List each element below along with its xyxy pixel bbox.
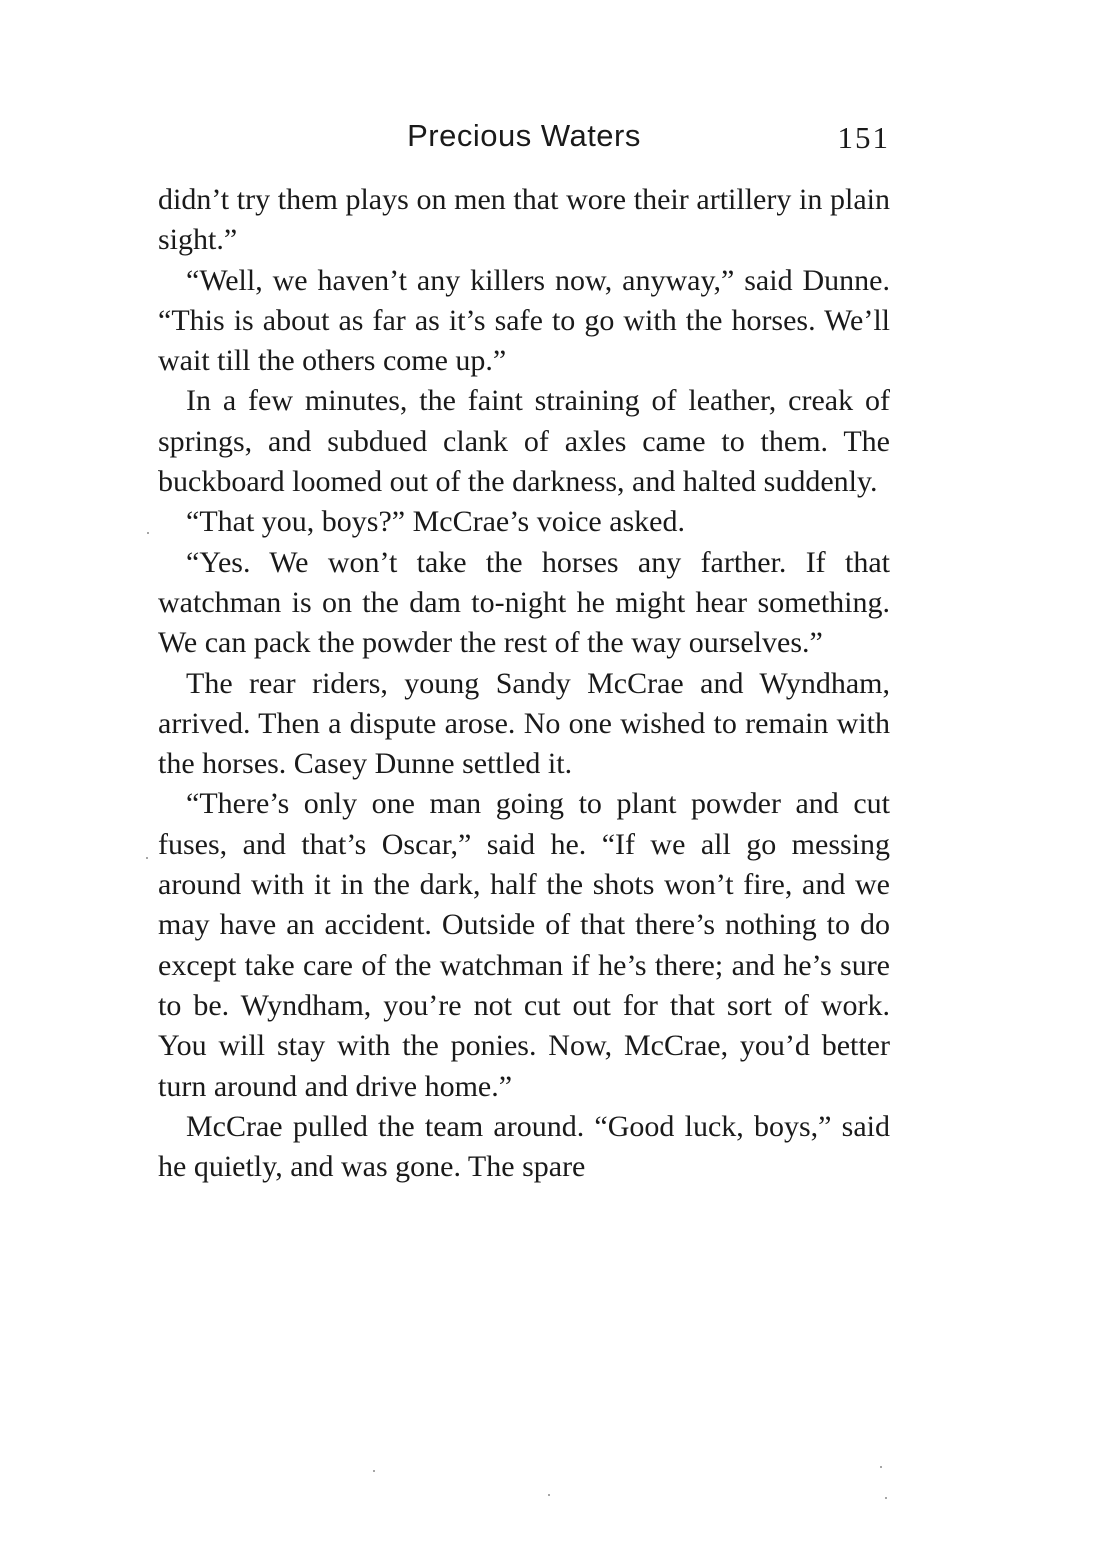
paragraph: “Well, we haven’t any killers now, anyway,” said Dunne. “This is about as far as it’s safe to go with the horses. We’ll wait till the others come up.” <box>158 263 890 378</box>
scan-speck <box>885 1497 887 1499</box>
scan-speck <box>147 532 149 534</box>
paragraph: “There’s only one man going to plant powder and cut fuses, and that’s Oscar,” said he. “If we all go messing around with it in the dark, half the shots won’t fire, and we may have an accident. Outside of that there’s nothing to do except take care of the watchman if he’s there; and he’s sure to be. Wyndham, you’re not cut out for that sort of work. You will stay with the ponies. Now, McCrae, you’d better turn around and drive home.” <box>158 787 890 1103</box>
body-text <box>158 180 890 1187</box>
page-number: 151 <box>837 120 890 155</box>
paragraph-continues: McCrae pulled the team around. “Good luck, boys,” said he quietly, and was gone. The spare <box>158 1109 890 1184</box>
scan-speck <box>146 857 148 859</box>
page-header <box>158 118 890 168</box>
paragraph: “That you, boys?” McCrae’s voice asked. <box>186 505 685 539</box>
paragraph: The rear riders, young Sandy McCrae and Wyndham, arrived. Then a dispute arose. No one wished to remain with the horses. Casey Dunne settled it. <box>158 666 890 781</box>
scan-speck <box>373 1470 375 1472</box>
scan-speck <box>548 1494 550 1496</box>
paragraph: In a few minutes, the faint straining of leather, creak of springs, and subdued clank of axles came to them. The buckboard loomed out of the darkness, and halted suddenly. <box>158 384 890 499</box>
running-title: Precious Waters <box>407 118 641 153</box>
paragraph: “Yes. We won’t take the horses any farther. If that watchman is on the dam to-night he might hear something. We can pack the powder the rest of the way ourselves.” <box>158 545 890 660</box>
paragraph-continuation: didn’t try them plays on men that wore their artillery in plain sight.” <box>158 183 890 257</box>
scan-speck <box>880 1466 882 1468</box>
